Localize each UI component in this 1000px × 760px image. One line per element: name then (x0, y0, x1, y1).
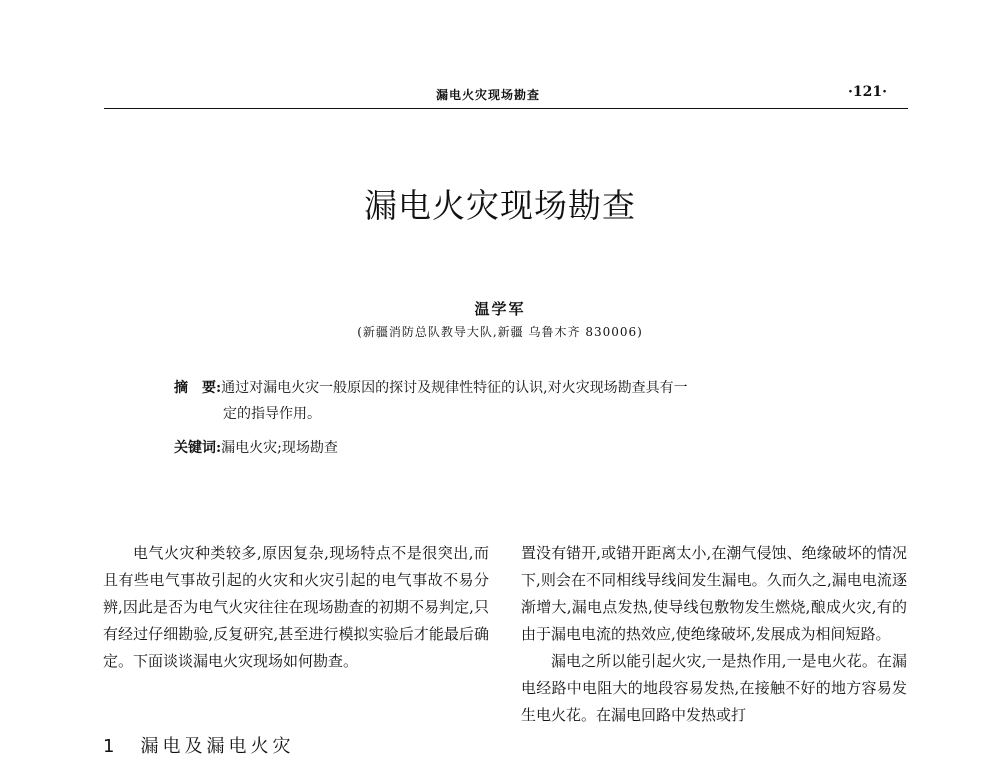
keywords-label: 关键词: (174, 440, 222, 456)
author-affiliation: (新疆消防总队教导大队,新疆 乌鲁木齐 830006) (357, 325, 643, 339)
abstract-text-2: 定的指导作用。 (223, 406, 321, 422)
page-number: ·121· (848, 84, 887, 100)
abstract-block (174, 375, 834, 427)
header-rule (104, 108, 908, 109)
body-paragraph-right-2: 漏电之所以能引起火灾,一是热作用,一是电火花。在漏电经路中电阻大的地段容易发热,在接触不好的地方容易发生电火花。在漏电回路中发热或打 (521, 652, 907, 724)
body-paragraph-left: 电气火灾种类较多,原因复杂,现场特点不是很突出,而且有些电气事故引起的火灾和火灾引起的电气事故不易分辨,因此是否为电气火灾往往在现场勘查的初期不易判定,只有经过仔细勘验,反复研究,甚至进行模拟实验后才能最后确定。下面谈谈漏电火灾现场如何勘查。 (103, 544, 489, 670)
section-heading: 1 漏电及漏电火灾 (103, 736, 295, 757)
body-paragraph-right-1: 置没有错开,或错开距离太小,在潮气侵蚀、绝缘破坏的情况下,则会在不同相线导线间发生漏电。久而久之,漏电电流逐渐增大,漏电点发热,使导线包敷物发生燃烧,酿成火灾,有的由于漏电电流的热效应,使绝缘破坏,发展成为相间短路。 (521, 544, 907, 643)
left-column (103, 540, 489, 675)
author-name: 温学军 (474, 300, 526, 318)
abstract-line-1 (174, 375, 834, 401)
abstract-text-1: 通过对漏电火灾一般原因的探讨及规律性特征的认识,对火灾现场勘查具有一 (221, 380, 688, 396)
running-title: 漏电火灾现场勘查 (436, 88, 541, 102)
abstract-label: 摘 要: (174, 380, 222, 396)
keywords-text: 漏电火灾;现场勘查 (221, 440, 338, 456)
keywords-block (174, 437, 338, 457)
page-title: 漏电火灾现场勘查 (364, 186, 636, 225)
right-column (521, 540, 907, 729)
